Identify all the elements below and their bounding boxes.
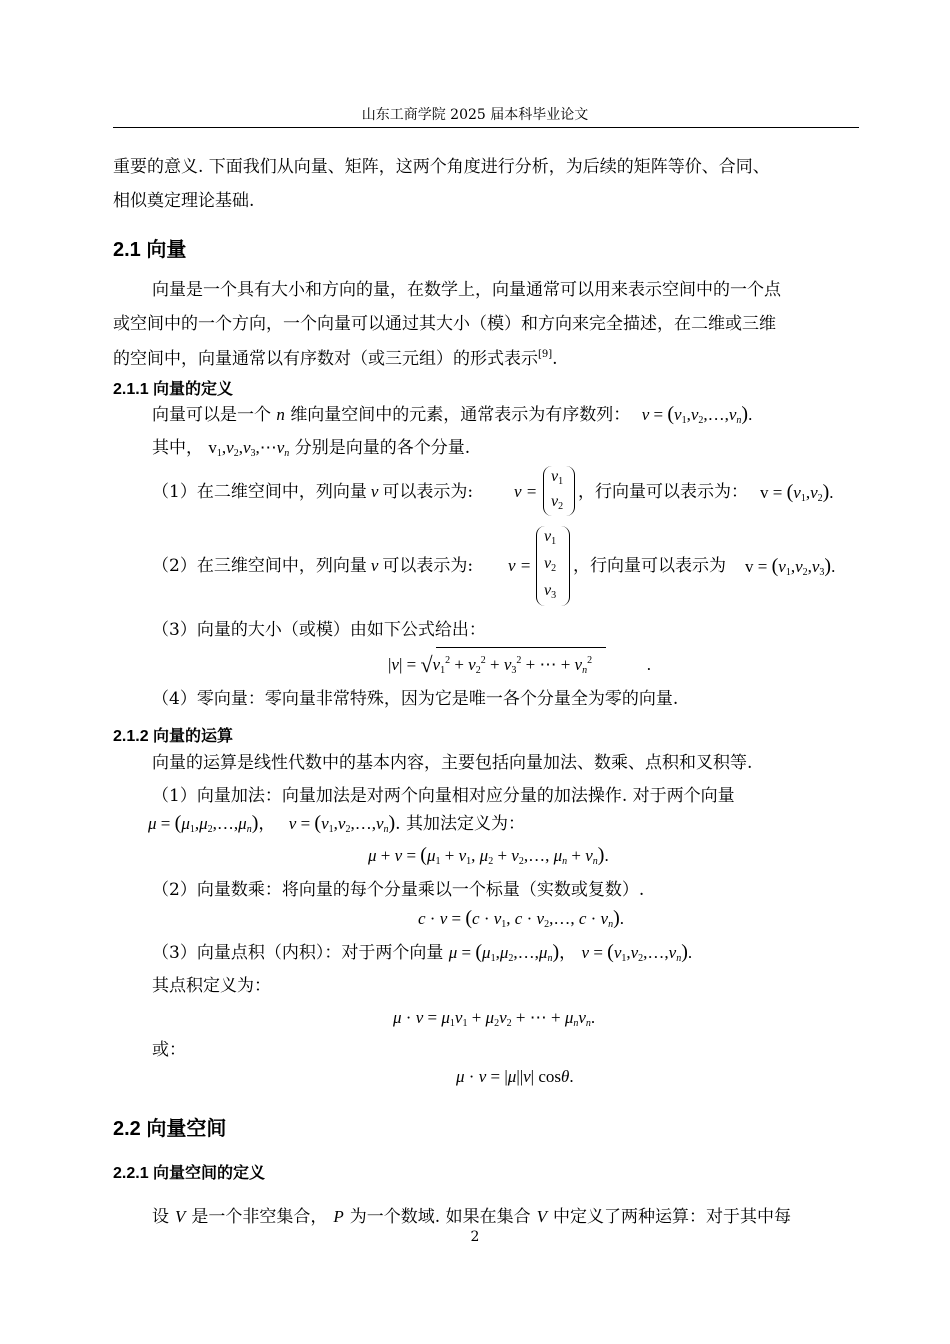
item-2-row-text: ，行向量可以表示为 xyxy=(573,556,726,576)
section-2-1-1-heading: 2.1.1 向量的定义 xyxy=(113,381,234,398)
item-1-var-v: v xyxy=(370,482,379,501)
magnitude-formula: $|v| = √v_1^2 + v_2^2 + v_3^2$ + ⋯ + $v_n^2$ . xyxy=(388,652,652,677)
set-V-2: V xyxy=(536,1207,547,1226)
s21-para-end: . xyxy=(552,349,558,369)
item-1-row-text: ，行向量可以表示为： xyxy=(578,482,748,502)
section-2-2-1-heading: 2.2.1 向量空间的定义 xyxy=(113,1165,266,1182)
item-2-row-vector: $v = (v_1,v_2,v_3)$. xyxy=(745,555,836,578)
dot-cos-formula: μ · v = |μ||v| cosθ. xyxy=(456,1067,574,1086)
s21-para-line-1: 向量是一个具有大小和方向的量，在数学上，向量通常可以用来表示空间中的一个点 xyxy=(152,280,781,300)
item-1-v-eq: v = xyxy=(514,482,538,501)
dot-formula: $\mu \cdot v = \mu_1v_1 + \mu_2v_2$ + ⋯ + $\mu_nv_n$. xyxy=(393,1008,596,1029)
item-2-v-eq: v = xyxy=(508,556,532,575)
formula-dot-mu: $\mu = (\mu_1,\mu_2,\dots,\mu_n)$ xyxy=(448,941,560,964)
item-1-line xyxy=(152,482,473,502)
dot-def-line: 其点积定义为： xyxy=(152,976,271,996)
item-2-var-v: v xyxy=(370,556,379,575)
addition-line-1: （1）向量加法：向量加法是对两个向量相对应分量的加法操作. 对于两个向量 xyxy=(152,786,735,806)
intro-line-1: 重要的意义. 下面我们从向量、矩阵，这两个角度进行分析，为后续的矩阵等价、合同、 xyxy=(113,157,770,177)
addition-line-2 xyxy=(148,813,525,840)
add-sep: ， xyxy=(258,814,276,834)
section-2-1-heading: 2.1 向量 xyxy=(113,239,187,261)
item-4-line: （4）零向量：零向量非常特殊，因为它是唯一各个分量全为零的向量. xyxy=(152,689,679,709)
dot-product-line xyxy=(152,942,692,969)
formula-v: $v = (v_1,v_2,\dots,v_n)$ xyxy=(288,812,396,835)
comp-text-b: 分别是向量的各个分量. xyxy=(294,438,471,458)
components-line xyxy=(152,438,470,464)
item-1-row-vector: $v = (v_1,v_2)$. xyxy=(760,481,834,504)
s21-para-line-3 xyxy=(113,345,558,369)
cv3-v3: $v_3$ xyxy=(544,582,557,601)
field-P: P xyxy=(333,1207,344,1226)
running-header: 山东工商学院 2025 届本科毕业论文 xyxy=(361,107,589,123)
cv3-v2: $v_2$ xyxy=(544,555,557,574)
item-2-line xyxy=(152,556,473,576)
header-rule xyxy=(113,127,859,128)
addition-formula: $\mu + v = (\mu_1 + v_1$, $\mu_2$ + $v_2,\dots$, $\mu_n + v_n$). xyxy=(368,844,609,867)
scalar-mult-formula: $c \cdot v = (c \cdot v_1$, $c \cdot v_2,\dots$, $c \cdot v_n$). xyxy=(418,907,624,930)
item-2-text-a: （2）在三维空间中，列向量 xyxy=(152,556,367,576)
s221-text-a: 设 xyxy=(152,1207,169,1227)
s221-text-c: 为一个数域. 如果在集合 xyxy=(349,1207,531,1227)
formula-dot-v: $v = (v_1,v_2,\dots,v_n)$. xyxy=(581,941,693,964)
formula-v-ordered: $v = (v_1,v_2,\dots,v_n)$. xyxy=(641,403,753,426)
cv3-v1: $v_1$ xyxy=(544,528,557,547)
item-1-text-a: （1）在二维空间中，列向量 xyxy=(152,482,367,502)
scalar-mult-line: （2）向量数乘：将向量的每个分量乘以一个标量（实数或复数）. xyxy=(152,880,645,900)
citation: [9] xyxy=(538,349,553,360)
def-n: n xyxy=(276,405,285,424)
or-line: 或： xyxy=(152,1040,186,1060)
section-2-2-heading: 2.2 向量空间 xyxy=(113,1118,227,1140)
s221-text-d: 中定义了两种运算：对于其中每 xyxy=(552,1207,791,1227)
ops-intro: 向量的运算是线性代数中的基本内容，主要包括向量加法、数乘、点积和叉积等. xyxy=(152,753,753,773)
cv2-v2: $v_2$ xyxy=(551,493,564,512)
dot-sep: ， xyxy=(559,943,577,963)
item-3-line: （3）向量的大小（或模）由如下公式给出： xyxy=(152,620,486,640)
set-V: V xyxy=(175,1207,186,1226)
dot-text-a: （3）向量点积（内积）：对于两个向量 xyxy=(152,943,444,963)
def-text-a: 向量可以是一个 xyxy=(152,405,271,425)
s221-text-b: 是一个非空集合， xyxy=(191,1207,328,1227)
vector-definition-line xyxy=(152,404,752,431)
page-number: 2 xyxy=(470,1229,480,1245)
section-2-1-2-heading: 2.1.2 向量的运算 xyxy=(113,728,234,745)
formula-components: $v_1,v_2,v_3,\cdots v_n$ xyxy=(208,438,290,459)
s221-line xyxy=(152,1207,791,1227)
comp-text-a: 其中， xyxy=(152,438,203,458)
intro-line-2: 相似奠定理论基础. xyxy=(113,191,255,211)
def-text-b: 维向量空间中的元素，通常表示为有序数列： xyxy=(290,405,631,425)
s21-para-text: 的空间中，向量通常以有序数对（或三元组）的形式表示 xyxy=(113,349,538,369)
add-def-text: . 其加法定义为： xyxy=(395,814,525,834)
item-2-text-b: 可以表示为: xyxy=(382,556,474,576)
item-1-text-b: 可以表示为: xyxy=(382,482,474,502)
s21-para-line-2: 或空间中的一个方向，一个向量可以通过其大小（模）和方向来完全描述，在二维或三维 xyxy=(113,314,776,334)
formula-mu: $\mu = (\mu_1,\mu_2,\dots,\mu_n)$ xyxy=(148,812,259,835)
cv2-v1: $v_1$ xyxy=(551,468,564,487)
sqrt-vinculum xyxy=(436,647,606,648)
